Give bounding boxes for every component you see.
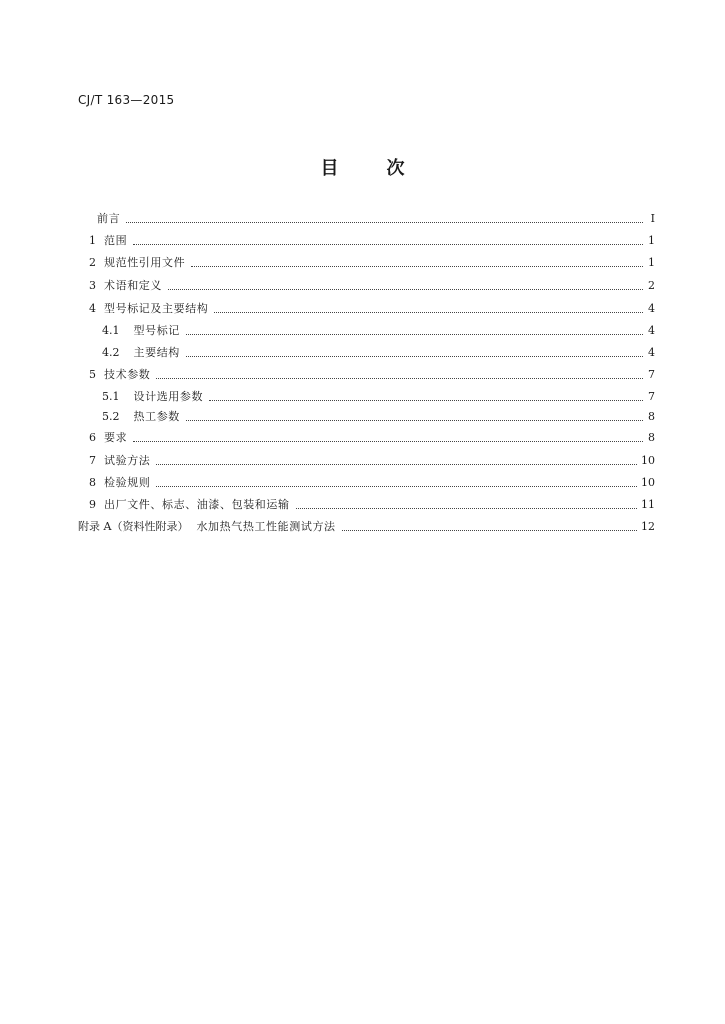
toc-entry-label: 规范性引用文件 (104, 256, 186, 269)
toc-entry-page: 10 (641, 476, 655, 489)
toc-leader-dots (156, 378, 643, 379)
toc-entry-label: 设计选用参数 (133, 390, 204, 403)
toc-title-char-1: 目 (320, 158, 339, 179)
toc-entry-label: 型号标记 (133, 324, 180, 337)
toc-leader-dots (186, 420, 643, 421)
document-code: CJ/T 163—2015 (78, 93, 175, 107)
toc-entry-design-parameters[interactable] (102, 388, 655, 404)
toc-entry-label: 要求 (104, 431, 128, 444)
toc-entry-requirements[interactable] (89, 429, 655, 445)
toc-entry-page: 11 (641, 498, 655, 511)
toc-entry-label: 出厂文件、标志、油漆、包装和运输 (104, 498, 290, 511)
toc-entry-test-methods[interactable] (89, 452, 655, 468)
toc-leader-dots (209, 400, 643, 401)
toc-entry-page: 10 (641, 454, 655, 467)
toc-leader-dots (296, 508, 637, 509)
toc-entry-model-marking[interactable] (102, 322, 655, 338)
toc-leader-dots (133, 441, 643, 442)
toc-entry-page: 1 (648, 234, 655, 247)
toc-entry-foreword[interactable] (89, 210, 655, 226)
toc-entry-scope[interactable] (89, 232, 655, 248)
toc-entry-label: 检验规则 (104, 476, 151, 489)
toc-title-char-2: 次 (386, 158, 405, 179)
toc-entry-label: 技术参数 (104, 368, 151, 381)
toc-title (0, 154, 725, 180)
toc-entry-number: 6 (89, 431, 96, 444)
toc-entry-number: 2 (89, 256, 96, 269)
toc-leader-dots (342, 530, 637, 531)
toc-entry-label: 前言 (97, 212, 121, 225)
toc-entry-thermal-parameters[interactable] (102, 408, 655, 424)
toc-entry-page: 2 (648, 279, 655, 292)
toc-entry-label: 水加热气热工性能测试方法 (196, 520, 336, 533)
toc-entry-page: 8 (648, 431, 655, 444)
toc-entry-label: 型号标记及主要结构 (104, 302, 209, 315)
toc-entry-page: 7 (648, 390, 655, 403)
toc-entry-label: 试验方法 (104, 454, 151, 467)
toc-entry-number: 5.2 (102, 410, 120, 423)
toc-entry-number: 4 (89, 302, 96, 315)
toc-entry-number: 4.1 (102, 324, 120, 337)
toc-leader-dots (191, 266, 643, 267)
toc-entry-number: 5 (89, 368, 96, 381)
toc-leader-dots (133, 244, 643, 245)
toc-entry-main-structure[interactable] (102, 344, 655, 360)
toc-entry-technical-parameters[interactable] (89, 366, 655, 382)
toc-leader-dots (156, 486, 637, 487)
toc-entry-number: 附录 A（资料性附录） (78, 520, 189, 533)
toc-entry-model-structure[interactable] (89, 300, 655, 316)
toc-entry-label: 术语和定义 (104, 279, 162, 292)
toc-entry-page: 7 (648, 368, 655, 381)
toc-entry-page: 4 (648, 346, 655, 359)
toc-entry-number: 5.1 (102, 390, 120, 403)
toc-entry-page: 4 (648, 302, 655, 315)
toc-entry-page: 1 (648, 256, 655, 269)
toc-entry-number: 4.2 (102, 346, 120, 359)
toc-entry-number: 8 (89, 476, 96, 489)
toc-entry-annex-a[interactable] (78, 518, 655, 534)
toc-leader-dots (126, 222, 643, 223)
toc-entry-shipping-documents[interactable] (89, 496, 655, 512)
toc-entry-number: 1 (89, 234, 96, 247)
toc-entry-inspection-rules[interactable] (89, 474, 655, 490)
toc-entry-label: 热工参数 (133, 410, 180, 423)
toc-entry-page: Ⅰ (650, 212, 655, 225)
toc-entry-terms-definitions[interactable] (89, 277, 655, 293)
toc-leader-dots (186, 356, 643, 357)
toc-entry-label: 主要结构 (133, 346, 180, 359)
toc-entry-normative-references[interactable] (89, 254, 655, 270)
toc-entry-label: 范围 (104, 234, 128, 247)
toc-entry-number: 7 (89, 454, 96, 467)
toc-entry-page: 4 (648, 324, 655, 337)
toc-entry-page: 8 (648, 410, 655, 423)
toc-entry-number: 3 (89, 279, 96, 292)
toc-entry-page: 12 (641, 520, 655, 533)
toc-leader-dots (214, 312, 643, 313)
toc-entry-number: 9 (89, 498, 96, 511)
toc-leader-dots (186, 334, 643, 335)
toc-leader-dots (168, 289, 643, 290)
toc-leader-dots (156, 464, 637, 465)
